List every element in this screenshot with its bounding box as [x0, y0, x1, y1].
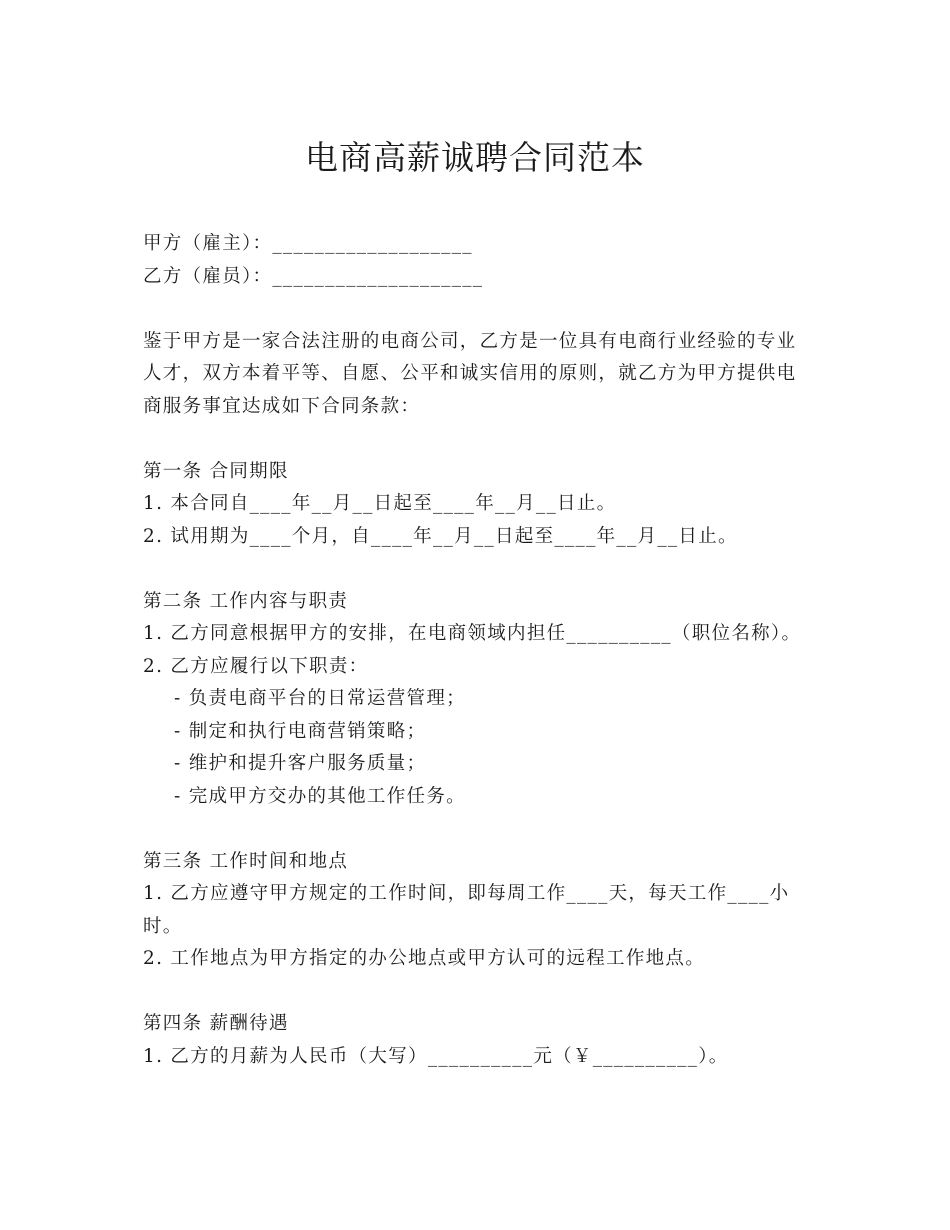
section-3	[143, 846, 808, 976]
clause-item: 1. 乙方同意根据甲方的安排，在电商领域内担任__________（职位名称）。	[143, 623, 802, 644]
clause-item: 2. 乙方应履行以下职责：	[143, 655, 369, 677]
section-heading: 第一条 合同期限	[143, 460, 289, 482]
duty-item: - 维护和提升客户服务质量；	[174, 753, 427, 774]
document-title: 电商高薪诚聘合同范本	[305, 138, 645, 177]
clause-item: 2. 试用期为____个月，自____年__月__日起至____年__月__日止。	[143, 525, 738, 547]
section-heading: 第三条 工作时间和地点	[143, 850, 349, 872]
clause-item: 1. 乙方应遵守甲方规定的工作时间，即每周工作____天，每天工作____小时。	[143, 883, 790, 937]
clause-item: 2. 工作地点为甲方指定的办公地点或甲方认可的远程工作地点。	[143, 948, 706, 969]
party-b-line: 乙方（雇员）：____________________	[143, 265, 484, 287]
clause-item: 1. 乙方的月薪为人民币（大写）__________元（￥__________）。	[143, 1045, 729, 1067]
clause-item: 1. 本合同自____年__月__日起至____年__月__日止。	[143, 493, 617, 514]
section-2	[143, 586, 808, 814]
section-4	[143, 1008, 808, 1073]
section-heading: 第二条 工作内容与职责	[143, 590, 349, 612]
preamble-paragraph: 鉴于甲方是一家合法注册的电商公司，乙方是一位具有电商行业经验的专业人才，双方本着平等、自愿、公平和诚实信用的原则，就乙方为甲方提供电商服务事宜达成如下合同条款：	[143, 330, 797, 417]
document-body	[143, 228, 808, 1073]
duty-item: - 制定和执行电商营销策略；	[174, 720, 427, 742]
party-a-line: 甲方（雇主）：___________________	[143, 233, 473, 254]
section-heading: 第四条 薪酬待遇	[143, 1013, 289, 1034]
duty-item: - 负责电商平台的日常运营管理；	[174, 688, 466, 709]
section-1	[143, 456, 808, 554]
duty-item: - 完成甲方交办的其他工作任务。	[174, 785, 466, 807]
